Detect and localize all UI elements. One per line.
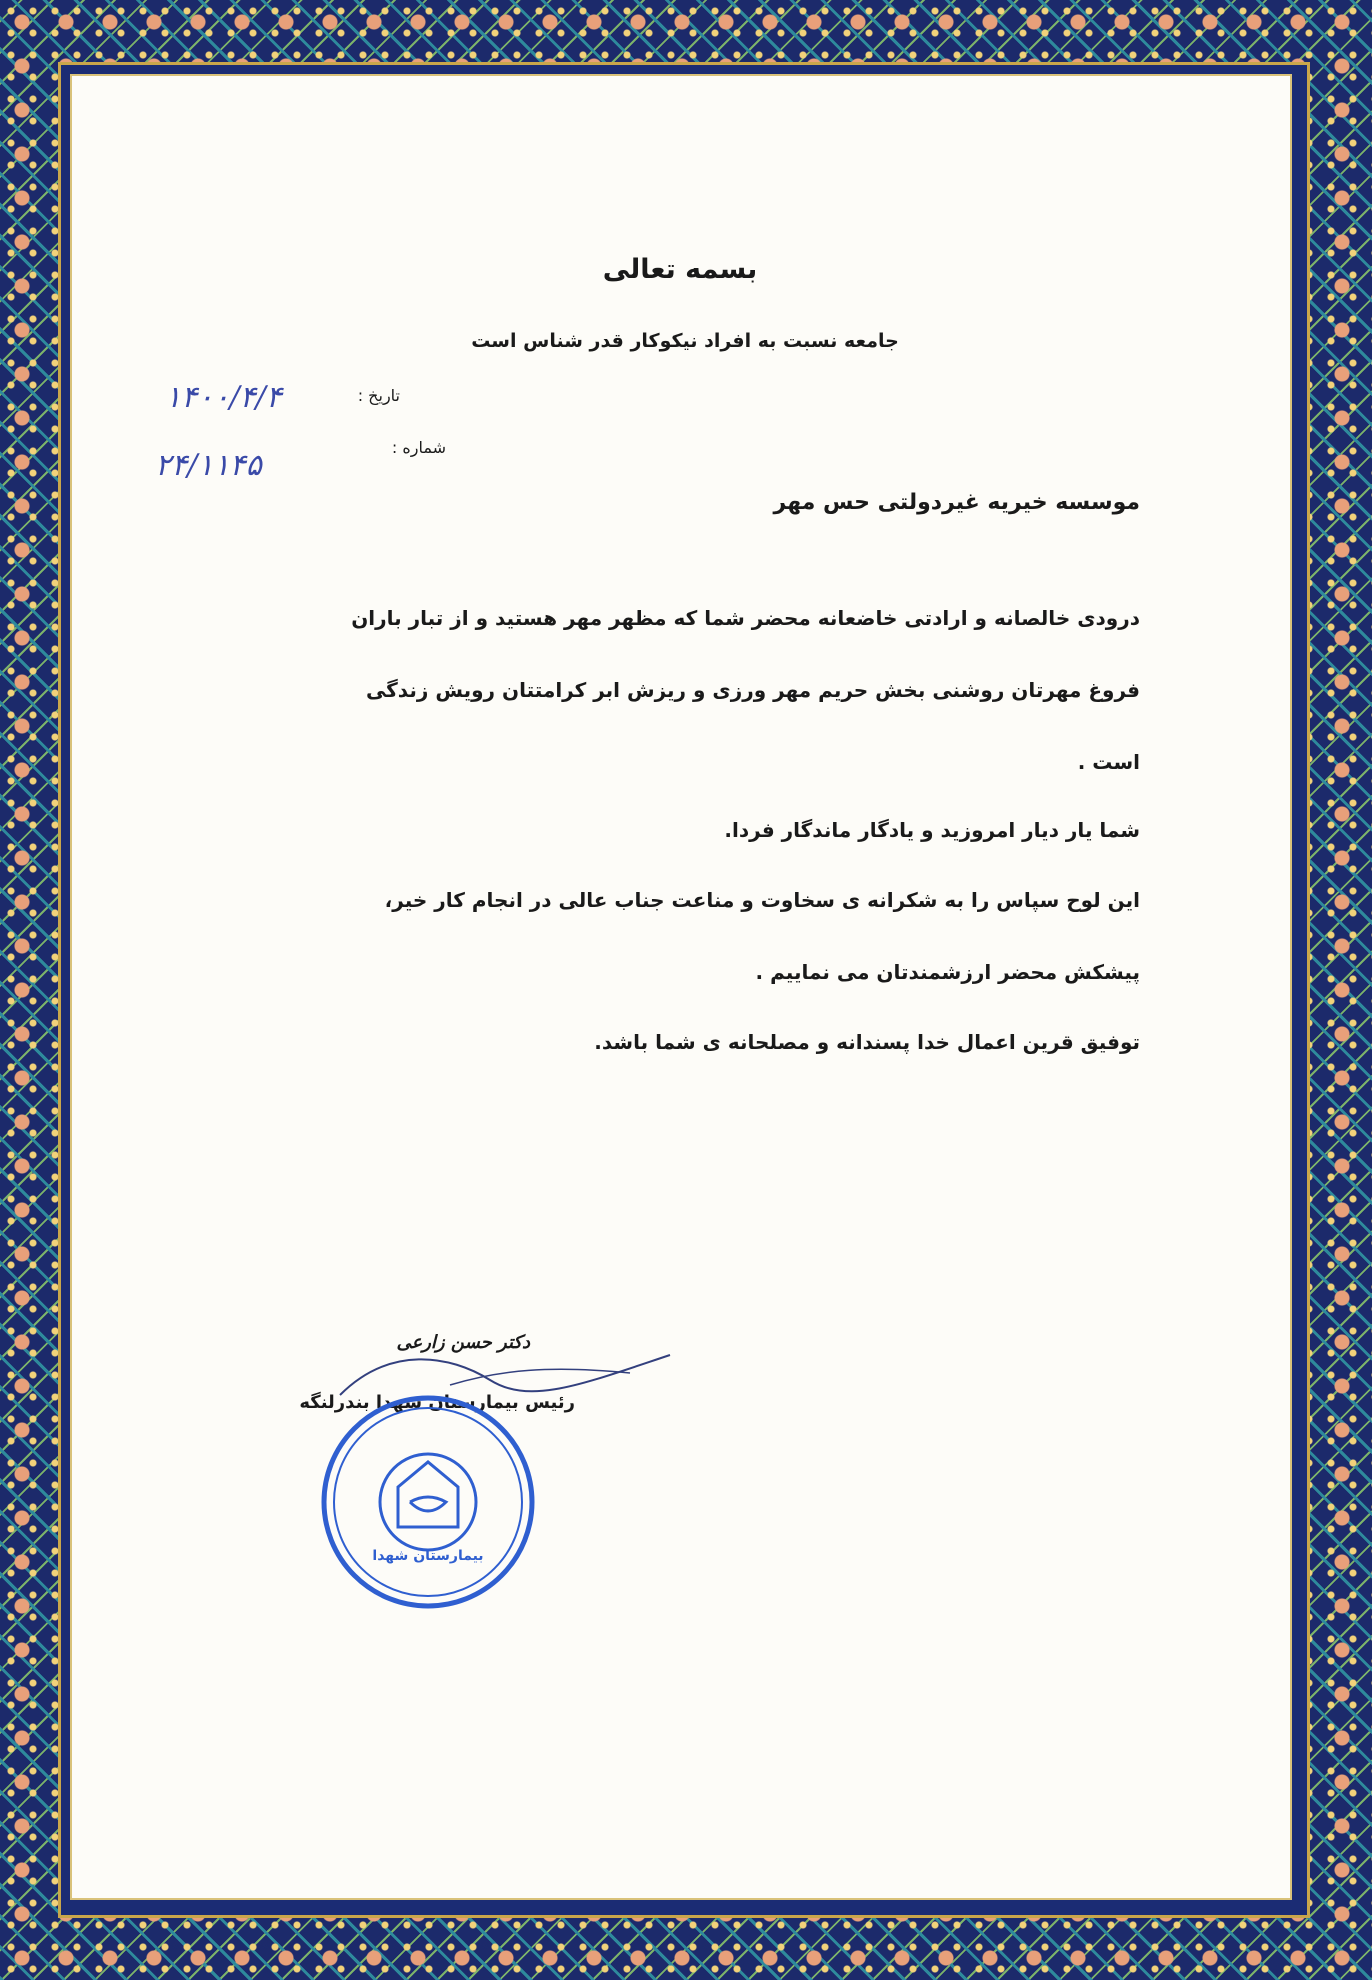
- signatory-name: دکتر حسن زارعی: [396, 1332, 530, 1353]
- body-line-5: این لوح سپاس را به شکرانه ی سخاوت و مناعت جناب عالی در انجام کار خیر،: [384, 888, 1140, 912]
- body-line-3: است .: [1077, 750, 1140, 774]
- seal-text: بیمارستان شهدا: [372, 1548, 484, 1564]
- number-label: شماره :: [391, 438, 446, 457]
- hospital-seal: [318, 1392, 538, 1612]
- signatory-title: رئیس بیمارستان شهدا بندرلنگه: [299, 1392, 575, 1413]
- invocation-heading: بسمه تعالی: [602, 254, 758, 285]
- date-value-handwritten: ۱۴۰۰/۴/۴: [165, 380, 282, 415]
- number-value-handwritten: ۲۴/۱۱۴۵: [155, 448, 262, 483]
- date-label: تاریخ :: [357, 386, 400, 405]
- body-line-7: توفیق قرین اعمال خدا پسندانه و مصلحانه ی شما باشد.: [594, 1030, 1140, 1054]
- motto-line: جامعه نسبت به افراد نیکوکار قدر شناس است: [471, 330, 899, 352]
- body-line-6: پیشکش محضر ارزشمندتان می نماییم .: [755, 960, 1140, 984]
- body-line-4: شما یار دیار امروزید و یادگار ماندگار فردا.: [724, 818, 1140, 842]
- body-line-2: فروغ مهرتان روشنی بخش حریم مهر ورزی و ریزش ابر کرامتتان رویش زندگی: [365, 678, 1140, 702]
- recipient-line: موسسه خیریه غیردولتی حس مهر: [773, 490, 1140, 515]
- body-line-1: درودی خالصانه و ارادتی خاضعانه محضر شما که مظهر مهر هستید و از تبار باران: [351, 606, 1140, 630]
